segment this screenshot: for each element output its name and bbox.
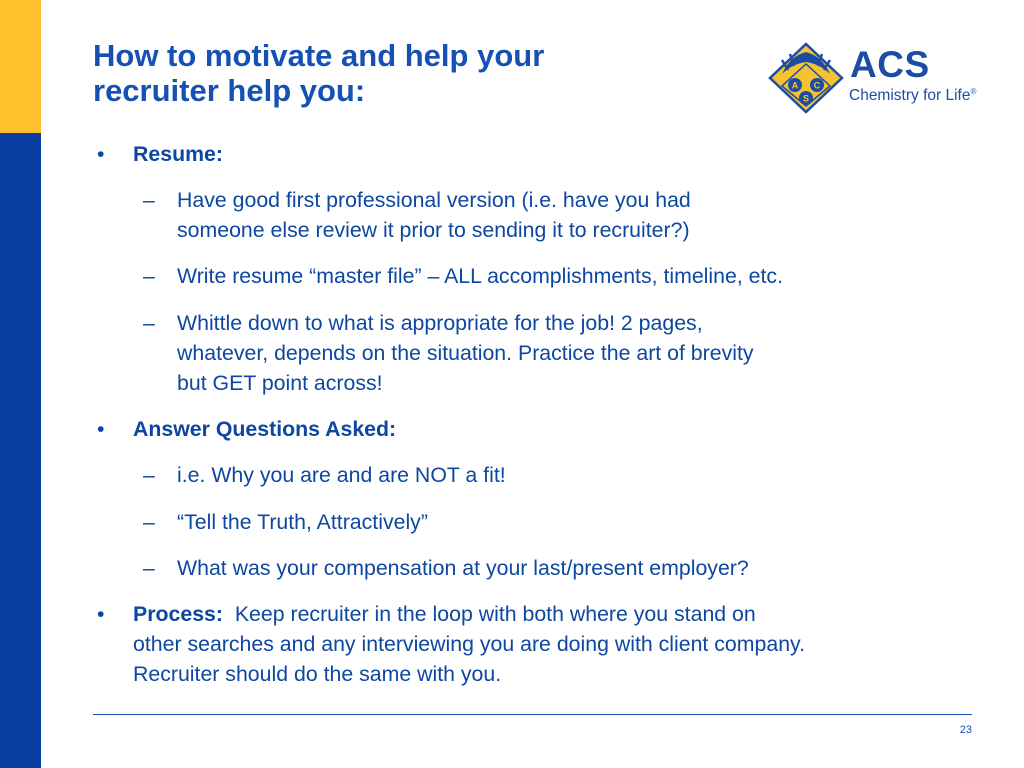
dash-questions-3: – — [143, 556, 155, 580]
dash-questions-1: – — [143, 463, 155, 487]
acs-seal-icon — [770, 44, 842, 112]
process-line-2: other searches and any interviewing you are doing with client company. — [133, 632, 806, 656]
bullet-resume: • — [97, 142, 105, 166]
process-line-1-wrap — [133, 599, 756, 629]
process-line-3: Recruiter should do the same with you. — [133, 662, 502, 686]
resume-item-1-line-2: someone else review it prior to sending it to recruiter?) — [177, 218, 690, 242]
dash-resume-1: – — [143, 188, 155, 212]
registered-mark: ® — [970, 87, 977, 96]
process-line-1: Keep recruiter in the loop with both where you stand on — [234, 602, 756, 626]
slide-title-line-2: recruiter help you: — [93, 73, 366, 108]
questions-item-2: “Tell the Truth, Attractively” — [177, 510, 428, 534]
seal-letter-s: S — [802, 93, 810, 104]
resume-item-3-line-3: but GET point across! — [177, 371, 383, 395]
heading-resume: Resume: — [133, 142, 223, 166]
seal-letter-c: C — [813, 80, 821, 91]
bullet-questions: • — [97, 417, 105, 441]
resume-item-1-line-1: Have good first professional version (i.e. have you had — [177, 188, 691, 212]
heading-process: Process: — [133, 602, 223, 626]
bullet-process: • — [97, 602, 105, 626]
logo-tagline — [849, 83, 976, 105]
resume-item-2-line-1: Write resume “master file” – ALL accomplishments, timeline, etc. — [177, 264, 783, 288]
heading-questions: Answer Questions Asked: — [133, 417, 397, 441]
resume-item-3-line-2: whatever, depends on the situation. Practice the art of brevity — [177, 341, 754, 365]
dash-questions-2: – — [143, 510, 155, 534]
dash-resume-3: – — [143, 311, 155, 335]
slide-title — [93, 38, 693, 108]
questions-item-1: i.e. Why you are and are NOT a fit! — [177, 463, 506, 487]
logo-tagline-text: Chemistry for Life — [849, 87, 971, 104]
questions-item-3: What was your compensation at your last/present employer? — [177, 556, 749, 580]
sidebar-accent-blue — [0, 133, 41, 768]
page-number: 23 — [959, 724, 972, 736]
logo-wordmark: ACS — [850, 44, 930, 85]
seal-letter-a: A — [791, 80, 799, 91]
slide-title-line-1: How to motivate and help your — [93, 38, 545, 73]
sidebar-accent-yellow — [0, 0, 41, 133]
dash-resume-2: – — [143, 264, 155, 288]
resume-item-3-line-1: Whittle down to what is appropriate for the job! 2 pages, — [177, 311, 703, 335]
footer-divider — [93, 714, 972, 715]
